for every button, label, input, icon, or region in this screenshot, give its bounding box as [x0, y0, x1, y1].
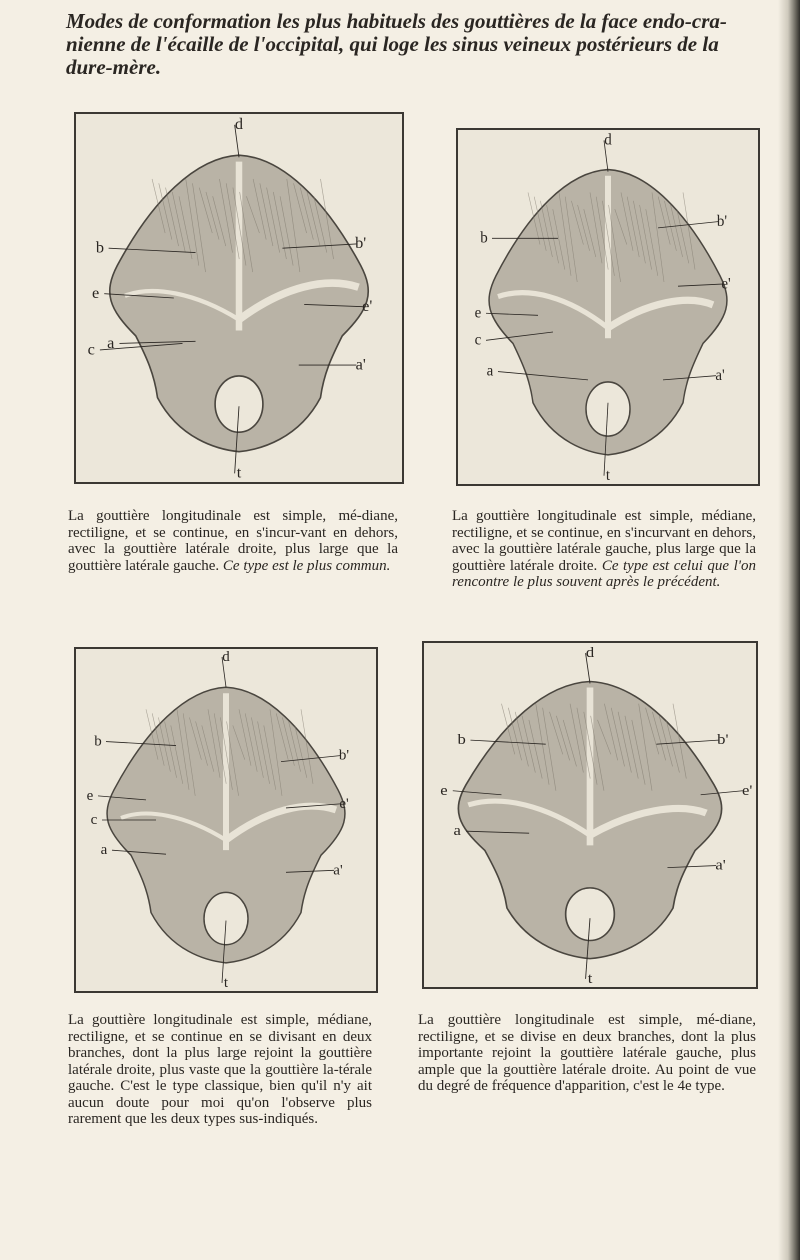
figure-label: a: [100, 842, 108, 859]
figure-label: d: [222, 649, 230, 666]
figure-label: c: [87, 340, 95, 359]
figure-4: [422, 641, 758, 989]
caption-2-italic: Ce type est celui que l'on rencontre le plus souvent après le précédent.: [452, 557, 756, 590]
figure-label: b': [355, 234, 367, 253]
figure-label: c: [474, 331, 482, 349]
figure-label: a': [715, 857, 726, 874]
figure-label: b: [95, 238, 104, 257]
figure-label: e': [339, 795, 349, 812]
caption-3: [68, 1012, 372, 1128]
figure-label: b: [480, 229, 488, 247]
page-title: Modes de conformation les plus habituels des gouttières de la face endo-cra-nienne de l'écaille de l'occipital, qui loge les sinus veineux postérieurs de la dure-mère.: [66, 9, 727, 79]
figure-label: a': [715, 366, 725, 384]
figure-label: e: [91, 284, 100, 302]
occipital-bone-illustration: [458, 130, 758, 484]
page-edge-shadow: [778, 0, 800, 1260]
figure-label: b': [716, 212, 728, 230]
figure-label: d: [234, 115, 244, 134]
figure-label: e: [474, 304, 482, 322]
figure-label: b': [717, 731, 729, 748]
caption-1-text: La gouttière longitudinale est simple, mé-diane, rectiligne, et se continue, en s'incur-vant en dehors, avec la gouttière latérale droite, plus large que la gouttière latérale gauche.: [68, 508, 398, 574]
caption-1-italic: Ce type est le plus commun.: [222, 557, 391, 574]
caption-4: [418, 1012, 756, 1095]
figure-label: t: [587, 970, 593, 987]
occipital-bone-illustration: [76, 114, 402, 482]
caption-1: [68, 508, 398, 574]
figure-label: t: [236, 463, 242, 482]
caption-2: [452, 508, 756, 591]
figure-2: [456, 128, 760, 486]
figure-label: d: [604, 131, 612, 149]
figure-label: a: [107, 333, 115, 352]
figure-label: t: [223, 974, 229, 991]
caption-2-text: La gouttière longitudinale est simple, médiane, rectiligne, et se continue, en s'incurvant en dehors, avec la gouttière latérale gauche, plus large que la gouttière latérale droite.: [452, 508, 756, 574]
occipital-bone-illustration: [76, 649, 376, 991]
figure-label: b: [457, 731, 466, 748]
figure-label: e': [362, 297, 373, 315]
foramen-magnum: [566, 888, 615, 941]
figure-label: t: [605, 466, 611, 484]
figure-label: b: [94, 733, 102, 750]
figure-3: [74, 647, 378, 993]
figure-label: d: [585, 644, 595, 661]
figure-label: a': [355, 355, 366, 374]
figure-label: e: [440, 782, 448, 799]
occipital-bone-illustration: [424, 643, 756, 987]
foramen-magnum: [215, 376, 263, 432]
figure-label: e: [86, 787, 94, 804]
caption-4-text: La gouttière longitudinale est simple, mé-diane, rectiligne, et se divise en deux branches, dont la plus importante rejoint la gouttière latérale gauche, plus ample que la gouttière latérale droite. Au point de vue du degré de fréquence d'apparition, c'est le 4e type.: [418, 1012, 756, 1094]
figure-label: c: [90, 811, 98, 829]
figure-label: a: [453, 822, 461, 840]
figure-label: b': [338, 747, 350, 764]
figure-label: a: [486, 362, 494, 380]
figure-label: e': [741, 782, 753, 799]
figure-label: e': [721, 274, 731, 293]
foramen-magnum: [204, 892, 248, 944]
figure-1: [74, 112, 404, 484]
caption-3-text: La gouttière longitudinale est simple, médiane, rectiligne, et se continue en se divisant en deux branches, dont la plus large rejoint la gouttière latérale droite, plus vaste que la gouttière la-térale gauche. C'est le type classique, bien qu'il n'y ait aucun doute pour moi qu'on l'observe plus rarement que les deux types sus-indiqués.: [68, 1012, 372, 1127]
figure-label: a': [333, 862, 343, 879]
